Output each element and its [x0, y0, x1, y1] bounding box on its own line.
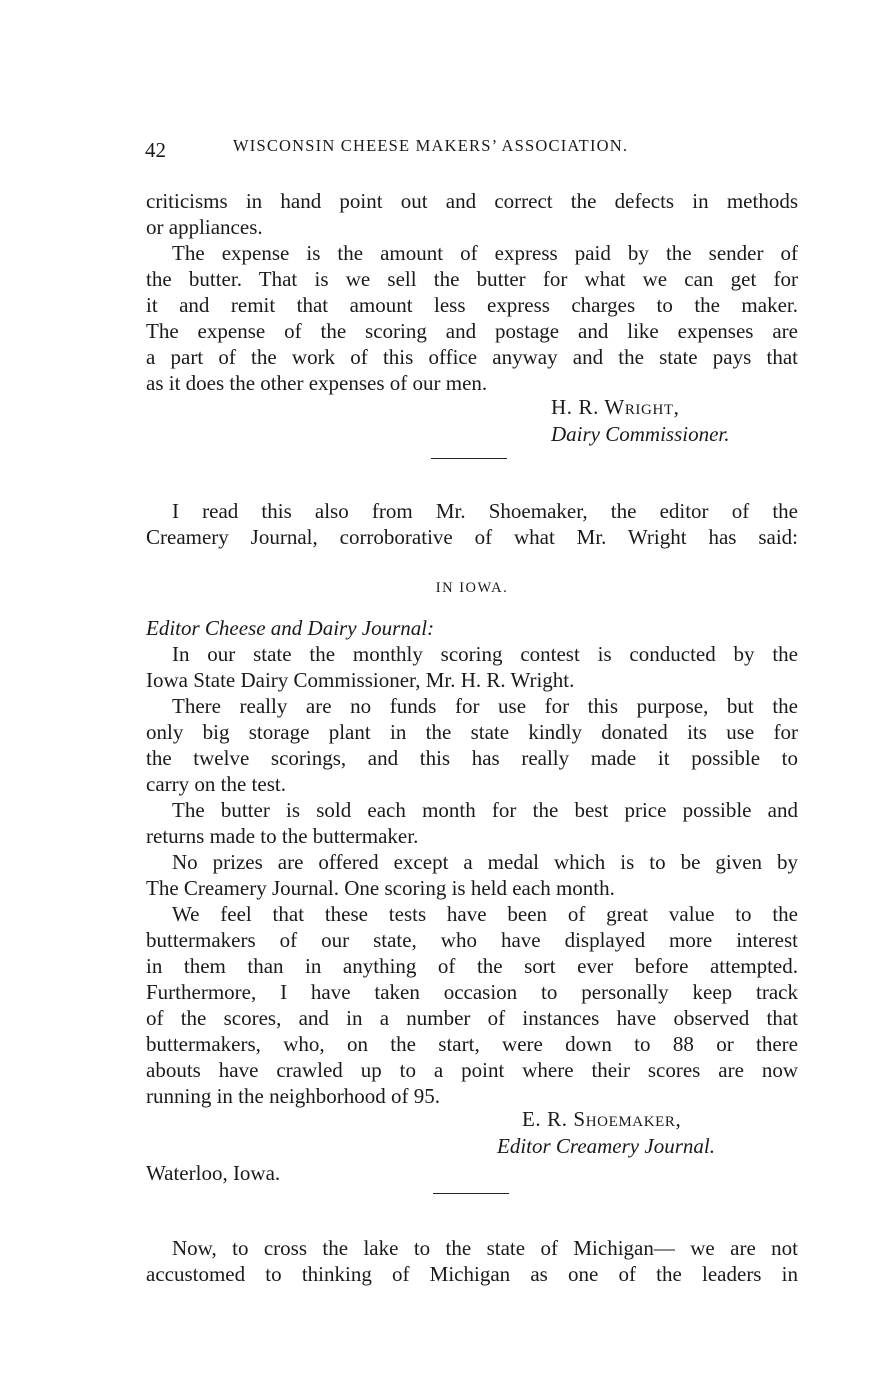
- page-header: [145, 134, 800, 164]
- letter2-line-8: returns made to the buttermaker.: [146, 824, 419, 848]
- letter2-line-11: We feel that these tests have been of great value to the: [172, 902, 798, 926]
- section-divider: [431, 458, 507, 459]
- signature-title-wright: Dairy Commissioner.: [551, 422, 730, 446]
- letter2-line-12: buttermakers of our state, who have displayed more interest: [146, 928, 798, 952]
- letter2-line-5: the twelve scorings, and this has really made it possible to: [146, 746, 798, 770]
- signature-title-shoemaker: Editor Creamery Journal.: [497, 1134, 715, 1158]
- letter1-line-6: The expense of the scoring and postage and like expenses are: [146, 319, 798, 343]
- letter2-line-6: carry on the test.: [146, 772, 286, 796]
- intro-line-2: Creamery Journal, corroborative of what Mr. Wright has said:: [146, 525, 798, 549]
- letter1-line-5: it and remit that amount less express charges to the maker.: [146, 293, 798, 317]
- letter2-line-15: of the scores, and in a number of instances have observed that: [146, 1006, 798, 1030]
- running-head: WISCONSIN CHEESE MAKERS’ ASSOCIATION.: [233, 136, 629, 155]
- letter2-line-16: buttermakers, who, on the start, were down to 88 or there: [146, 1032, 798, 1056]
- signature-shoemaker: E. R. Shoemaker,: [522, 1107, 682, 1131]
- section-heading: IN IOWA.: [435, 580, 509, 596]
- letter2-line-18: running in the neighborhood of 95.: [146, 1084, 440, 1108]
- intro-line-1: I read this also from Mr. Shoemaker, the editor of the: [172, 499, 798, 523]
- letter2-line-7: The butter is sold each month for the best price possible and: [172, 798, 798, 822]
- closing-line-2: accustomed to thinking of Michigan as one of the leaders in: [146, 1262, 798, 1286]
- letter1-line-3: The expense is the amount of express paid by the sender of: [172, 241, 798, 265]
- letter1-line-4: the butter. That is we sell the butter for what we can get for: [146, 267, 798, 291]
- letter1-line-1: criticisms in hand point out and correct the defects in methods: [146, 189, 798, 213]
- letter2-line-14: Furthermore, I have taken occasion to personally keep track: [146, 980, 798, 1004]
- letter2-line-17: abouts have crawled up to a point where their scores are now: [146, 1058, 798, 1082]
- letter2-line-13: in them than in anything of the sort ever before attempted.: [146, 954, 798, 978]
- letter2-line-4: only big storage plant in the state kindly donated its use for: [146, 720, 798, 744]
- letter1-line-2: or appliances.: [146, 215, 263, 239]
- page-number: 42: [145, 138, 166, 162]
- signature-wright: H. R. Wright,: [551, 395, 680, 419]
- letter2-line-2: Iowa State Dairy Commissioner, Mr. H. R. Wright.: [146, 668, 575, 692]
- letter1-line-7: a part of the work of this office anyway and the state pays that: [146, 345, 798, 369]
- letter2-line-1: In our state the monthly scoring contest is conducted by the: [172, 642, 798, 666]
- letter2-line-10: The Creamery Journal. One scoring is held each month.: [146, 876, 615, 900]
- letter2-line-3: There really are no funds for use for this purpose, but the: [172, 694, 798, 718]
- letter2-place: Waterloo, Iowa.: [146, 1161, 281, 1185]
- closing-line-1: Now, to cross the lake to the state of Michigan— we are not: [172, 1236, 798, 1260]
- letter2-line-9: No prizes are offered except a medal which is to be given by: [172, 850, 798, 874]
- section-divider: [433, 1193, 509, 1194]
- salutation: Editor Cheese and Dairy Journal:: [146, 616, 435, 640]
- letter1-line-8: as it does the other expenses of our men.: [146, 371, 488, 395]
